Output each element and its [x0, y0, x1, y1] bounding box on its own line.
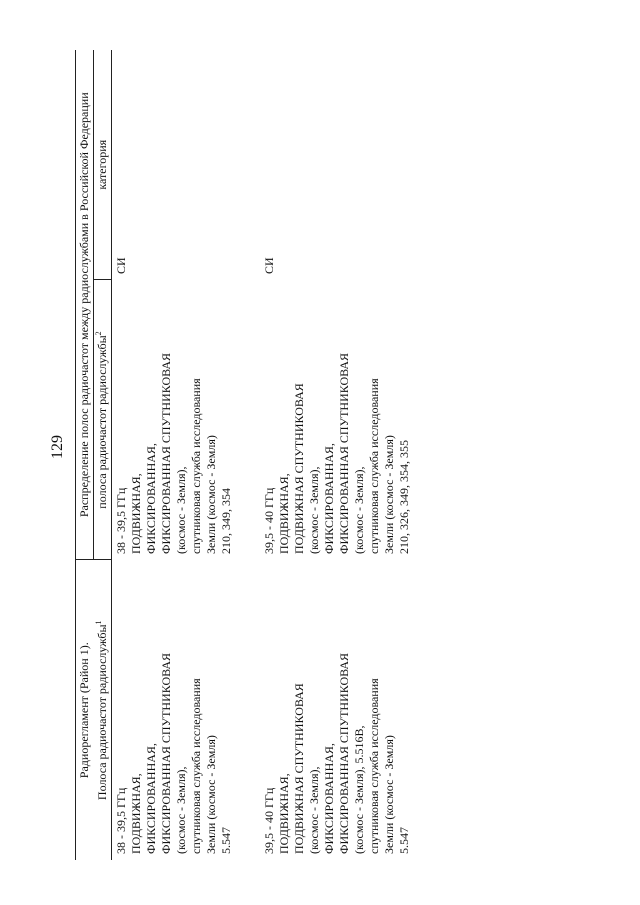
rf-allocation-line: ФИКСИРОВАННАЯ,	[322, 443, 336, 554]
rr-allocation-line: (космос - Земля),	[174, 766, 188, 854]
rf-header-title: Распределение полос радиочастот между радиослужбами в Российской Федерации	[76, 50, 94, 560]
rr-allocation-line: ПОДВИЖНАЯ СПУТНИКОВАЯ	[292, 683, 306, 854]
rr-allocation-line: ФИКСИРОВАННАЯ,	[322, 743, 336, 854]
rf-allocation-line: спутниковая служба исследования	[189, 378, 203, 554]
rf-allocation-line: 210, 349, 354	[219, 488, 233, 554]
rf-allocation-line: Земли (космос - Земля)	[382, 435, 396, 554]
category-header: категория	[94, 50, 112, 280]
frequency-allocation-table	[75, 50, 414, 860]
rr-allocation-line: спутниковая служба исследования	[189, 678, 203, 854]
rr-allocation-line: ФИКСИРОВАННАЯ,	[144, 743, 158, 854]
rr-allocation-line: ПОДВИЖНАЯ,	[129, 773, 143, 854]
rr-allocation-line: спутниковая служба исследования	[367, 678, 381, 854]
rr-allocation-line: 5.547	[219, 827, 233, 854]
rf-allocation-line: спутниковая служба исследования	[367, 378, 381, 554]
rr-header-title: Радиорегламент (Район 1).	[76, 560, 94, 860]
rf-allocation-line: 38 - 39,5 ГГц	[114, 487, 128, 554]
rr-header-sub: Полоса радиочастот радиослужбы$^1$	[94, 560, 112, 860]
rr-allocation-line: ФИКСИРОВАННАЯ СПУТНИКОВАЯ	[337, 652, 351, 854]
rr-allocation-line: ФИКСИРОВАННАЯ СПУТНИКОВАЯ	[159, 652, 173, 854]
rf-allocation-line: Земли (космос - Земля)	[204, 435, 218, 554]
rf-allocation-line: ФИКСИРОВАННАЯ СПУТНИКОВАЯ	[337, 352, 351, 554]
rf-allocation-line: ПОДВИЖНАЯ СПУТНИКОВАЯ	[292, 383, 306, 554]
rotated-table-sheet	[75, 50, 585, 860]
rr-allocation-cell	[260, 560, 414, 860]
rr-allocation-line: Земли (космос - Земля)	[204, 735, 218, 854]
rr-allocation-line: ПОДВИЖНАЯ,	[277, 773, 291, 854]
rr-allocation-line: Земли (космос - Земля)	[382, 735, 396, 854]
table-row	[112, 50, 237, 860]
rr-allocation-line: (космос - Земля),	[307, 766, 321, 854]
rf-allocation-line: 39,5 - 40 ГГц	[262, 487, 276, 554]
page-number: 129	[49, 435, 66, 459]
rf-allocation-line: ПОДВИЖНАЯ,	[277, 473, 291, 554]
category-cell: СИ	[262, 257, 276, 274]
rr-allocation-line: (космос - Земля), 5.516В,	[352, 725, 366, 854]
rf-band-header: полоса радиочастот радиослужбы$^2$	[94, 280, 112, 560]
rf-allocation-line: 210, 326, 349, 354, 355	[397, 440, 411, 554]
rf-allocation-line: ПОДВИЖНАЯ,	[129, 473, 143, 554]
rr-allocation-line: 5.547	[397, 827, 411, 854]
rf-allocation-line: (космос - Земля),	[352, 466, 366, 554]
rf-allocation-line: ФИКСИРОВАННАЯ СПУТНИКОВАЯ	[159, 352, 173, 554]
rf-allocation-line: (космос - Земля),	[174, 466, 188, 554]
rf-allocation-cell	[112, 280, 237, 560]
rf-allocation-line: ФИКСИРОВАННАЯ,	[144, 443, 158, 554]
rr-allocation-line: 39,5 - 40 ГГц	[262, 787, 276, 854]
row-spacer	[236, 50, 260, 860]
rf-allocation-line: (космос - Земля),	[307, 466, 321, 554]
table-row	[260, 50, 414, 860]
rr-allocation-line: 38 - 39,5 ГГц	[114, 787, 128, 854]
rr-allocation-cell	[112, 560, 237, 860]
rf-allocation-cell	[260, 280, 414, 560]
category-cell: СИ	[114, 257, 128, 274]
